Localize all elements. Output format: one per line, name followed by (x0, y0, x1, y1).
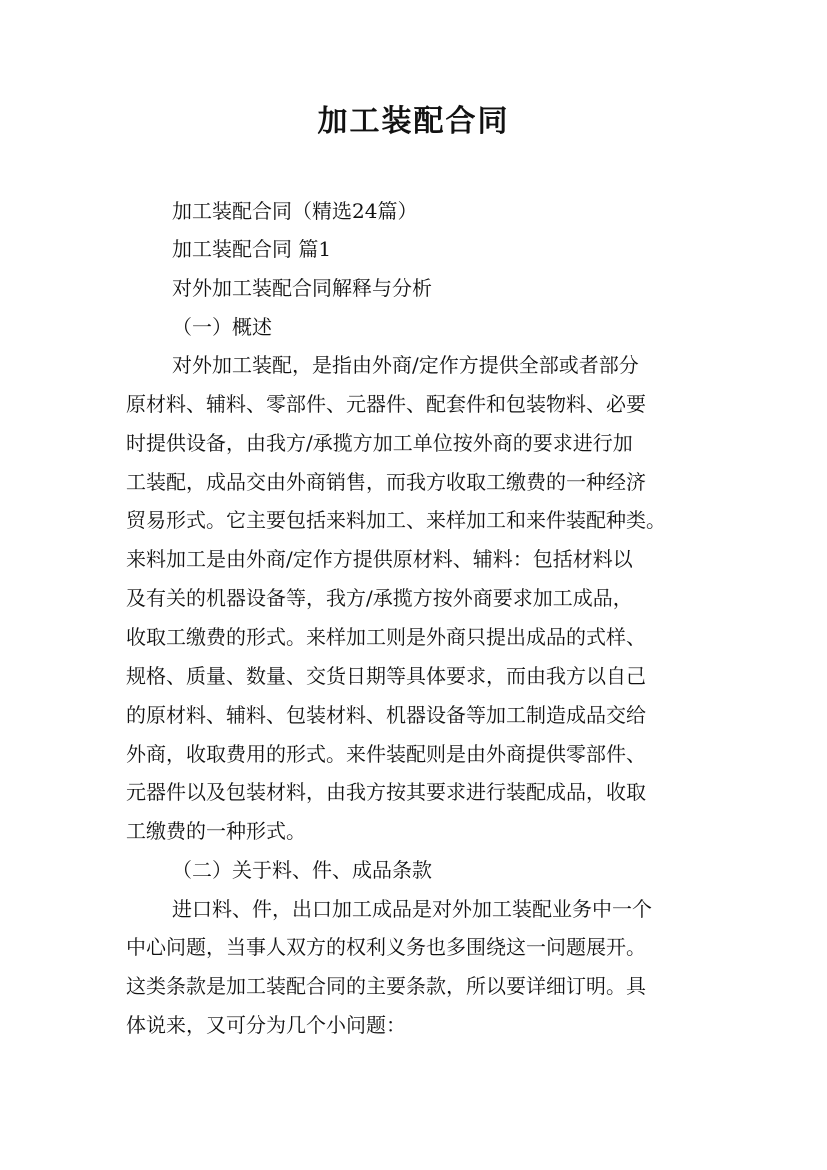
paragraph-line: 的原材料、辅料、包装材料、机器设备等加工制造成品交给 (126, 703, 646, 727)
paragraph-line: 元器件以及包装材料，由我方按其要求进行装配成品，收取 (126, 780, 646, 804)
paragraph-line: 来料加工是由外商/定作方提供原材料、辅料：包括材料以 (126, 547, 633, 571)
paragraph-line: 贸易形式。它主要包括来料加工、来样加工和来件装配种类。 (126, 508, 666, 532)
paragraph-line: 对外加工装配，是指由外商/定作方提供全部或者部分 (172, 353, 639, 377)
paragraph-line: 中心问题，当事人双方的权利义务也多围绕这一问题展开。 (126, 935, 646, 959)
paragraph-line: 规格、质量、数量、交货日期等具体要求，而由我方以自己 (126, 664, 646, 688)
paragraph-line: 这类条款是加工装配合同的主要条款，所以要详细订明。具 (126, 974, 646, 998)
paragraph-line: 进口料、件，出口加工成品是对外加工装配业务中一个 (172, 897, 652, 921)
paragraph-line: 时提供设备，由我方/承揽方加工单位按外商的要求进行加 (126, 431, 633, 455)
paragraph-line: 收取工缴费的形式。来样加工则是外商只提出成品的式样、 (126, 625, 646, 649)
paragraph-line: 外商，收取费用的形式。来件装配则是由外商提供零部件、 (126, 742, 646, 766)
paragraph-line: 及有关的机器设备等，我方/承揽方按外商要求加工成品， (126, 586, 633, 610)
article-title: 对外加工装配合同解释与分析 (172, 276, 432, 300)
toc-heading: 加工装配合同（精选24篇） (172, 199, 418, 223)
paragraph-line: 工装配，成品交由外商销售，而我方收取工缴费的一种经济 (126, 470, 646, 494)
subsection-heading-overview: （一）概述 (172, 315, 272, 339)
document-title: 加工装配合同 (317, 104, 510, 139)
paragraph-line: 工缴费的一种形式。 (126, 819, 306, 843)
section-heading: 加工装配合同 篇1 (172, 237, 332, 261)
subsection-heading-materials: （二）关于料、件、成品条款 (172, 858, 432, 882)
paragraph-line: 原材料、辅料、零部件、元器件、配套件和包装物料、必要 (126, 392, 646, 416)
paragraph-line: 体说来，又可分为几个小问题： (126, 1013, 406, 1037)
